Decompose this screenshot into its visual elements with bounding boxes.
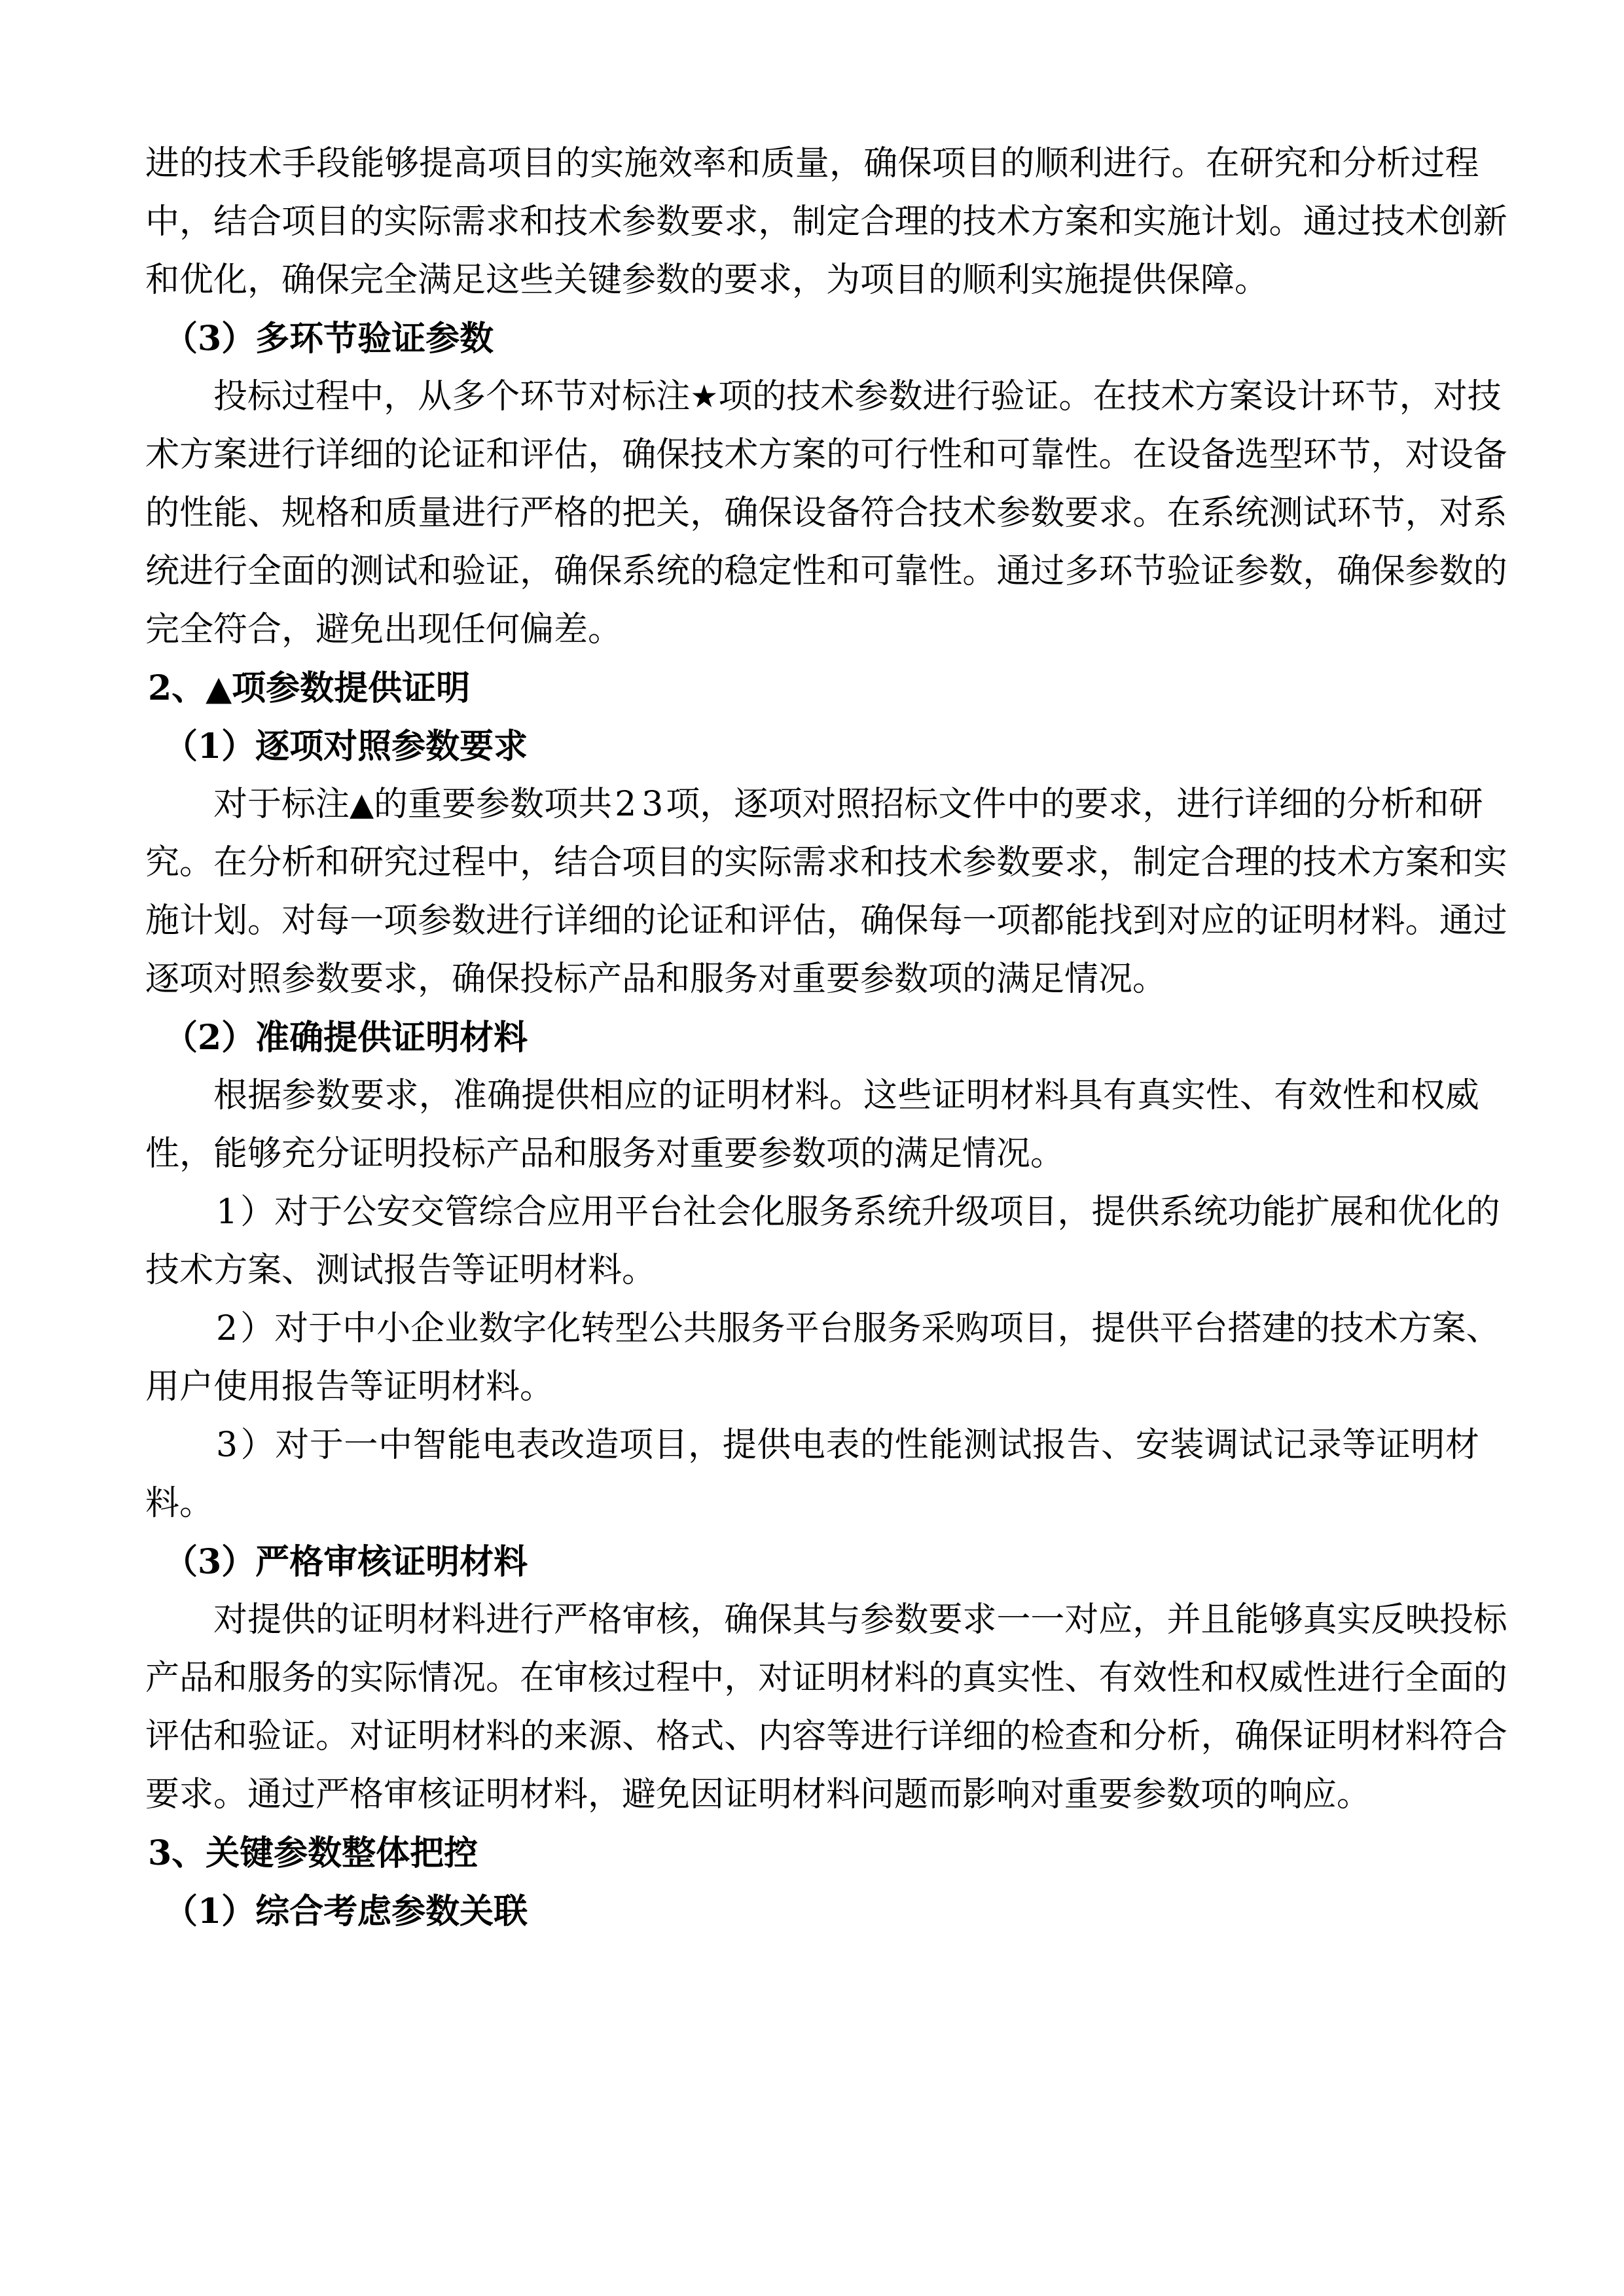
text-line: 产 品 和 服 务 的 实 际 情 况 。 在 审 核 过 程 中 ， 对 证 明 材 料 的 真 实 性 、 有 效 性 和 权 威 性 进 行 全 面 的 xyxy=(145,1659,1507,1698)
section-heading: （3）严格审核证明材料 xyxy=(164,1542,528,1582)
text-line: 投 标 过 程 中 ， 从 多 个 环 节 对 标 注 ★ 项 的 技 术 参 数 进 行 验 证 。 在 技 术 方 案 设 计 环 节 ， 对 技 xyxy=(213,377,1502,416)
text-line: 根 据 参 数 要 求 ， 准 确 提 供 相 应 的 证 明 材 料 。 这 些 证 明 材 料 具 有 真 实 性 、 有 效 性 和 权 威 xyxy=(213,1076,1479,1115)
text-line: 究 。 在 分 析 和 研 究 过 程 中 ， 结 合 项 目 的 实 际 需 求 和 技 术 参 数 要 求 ， 制 定 合 理 的 技 术 方 案 和 实 xyxy=(145,843,1507,882)
text-line: 2 ） 对 于 中 小 企 业 数 字 化 转 型 公 共 服 务 平 台 服 务 采 购 项 目 ， 提 供 平 台 搭 建 的 技 术 方 案 、 xyxy=(216,1309,1500,1348)
text-line: 进 的 技 术 手 段 能 够 提 高 项 目 的 实 施 效 率 和 质 量 ， 确 保 项 目 的 顺 利 进 行 。 在 研 究 和 分 析 过 程 xyxy=(145,144,1479,183)
section-heading: （3）多环节验证参数 xyxy=(164,319,494,359)
text-line: 逐项对照参数要求，确保投标产品和服务对重要参数项的满足情况。 xyxy=(145,960,1167,999)
text-line: 料。 xyxy=(145,1484,214,1523)
text-line: 统 进 行 全 面 的 测 试 和 验 证 ， 确 保 系 统 的 稳 定 性 和 可 靠 性 。 通 过 多 环 节 验 证 参 数 ， 确 保 参 数 的 xyxy=(145,552,1507,591)
paragraph xyxy=(145,1416,1479,1533)
section-heading: （1）综合考虑参数关联 xyxy=(164,1892,528,1931)
paragraph xyxy=(145,1591,1507,1824)
text-line: 完全符合，避免出现任何偏差。 xyxy=(145,610,623,649)
section-heading: （1）逐项对照参数要求 xyxy=(164,726,528,766)
text-line: 用户使用报告等证明材料。 xyxy=(145,1367,554,1407)
text-line: 和优化，确保完全满足这些关键参数的要求，为项目的顺利实施提供保障。 xyxy=(145,260,1269,300)
section-heading: 3、关键参数整体把控 xyxy=(148,1833,478,1873)
text-line: 3 ） 对 于 一 中 智 能 电 表 改 造 项 目 ， 提 供 电 表 的 性 能 测 试 报 告 、 安 装 调 试 记 录 等 证 明 材 xyxy=(216,1426,1479,1465)
text-line: 要求。通过严格审核证明材料，避免因证明材料问题而影响对重要参数项的响应。 xyxy=(145,1775,1371,1814)
paragraph xyxy=(145,135,1507,310)
text-line: 评 估 和 验 证 。 对 证 明 材 料 的 来 源 、 格 式 、 内 容 等 进 行 详 细 的 检 查 和 分 析 ， 确 保 证 明 材 料 符 合 xyxy=(145,1717,1507,1756)
section-heading: 2、▲项参数提供证明 xyxy=(148,668,471,708)
text-line: 施 计 划 。 对 每 一 项 参 数 进 行 详 细 的 论 证 和 评 估 ， 确 保 每 一 项 都 能 找 到 对 应 的 证 明 材 料 。 通 过 xyxy=(145,901,1507,941)
paragraph xyxy=(145,1067,1479,1183)
text-line: 性，能够充分证明投标产品和服务对重要参数项的满足情况。 xyxy=(145,1134,1065,1174)
text-line: 对 提 供 的 证 明 材 料 进 行 严 格 审 核 ， 确 保 其 与 参 数 要 求 一 一 对 应 ， 并 且 能 够 真 实 反 映 投 标 xyxy=(213,1600,1507,1640)
section-heading: （2）准确提供证明材料 xyxy=(164,1018,528,1058)
paragraph xyxy=(145,1183,1500,1300)
text-line: 1 ） 对 于 公 安 交 管 综 合 应 用 平 台 社 会 化 服 务 系 统 升 级 项 目 ， 提 供 系 统 功 能 扩 展 和 优 化 的 xyxy=(216,1193,1500,1232)
document-body xyxy=(145,135,1507,1941)
paragraph xyxy=(145,776,1507,1009)
text-line: 技术方案、测试报告等证明材料。 xyxy=(145,1251,657,1290)
text-line: 术 方 案 进 行 详 细 的 论 证 和 评 估 ， 确 保 技 术 方 案 的 可 行 性 和 可 靠 性 。 在 设 备 选 型 环 节 ， 对 设 备 xyxy=(145,435,1507,475)
paragraph xyxy=(145,1300,1500,1416)
text-line: 的 性 能 、 规 格 和 质 量 进 行 严 格 的 把 关 ， 确 保 设 备 符 合 技 术 参 数 要 求 。 在 系 统 测 试 环 节 ， 对 系 xyxy=(145,493,1507,533)
text-line: 中 ， 结 合 项 目 的 实 际 需 求 和 技 术 参 数 要 求 ， 制 定 合 理 的 技 术 方 案 和 实 施 计 划 。 通 过 技 术 创 新 xyxy=(145,202,1507,242)
paragraph xyxy=(145,368,1507,659)
text-line: 对 于 标 注 ▲ 的 重 要 参 数 项 共 2 3 项 ， 逐 项 对 照 招 标 文 件 中 的 要 求 ， 进 行 详 细 的 分 析 和 研 xyxy=(213,785,1483,824)
